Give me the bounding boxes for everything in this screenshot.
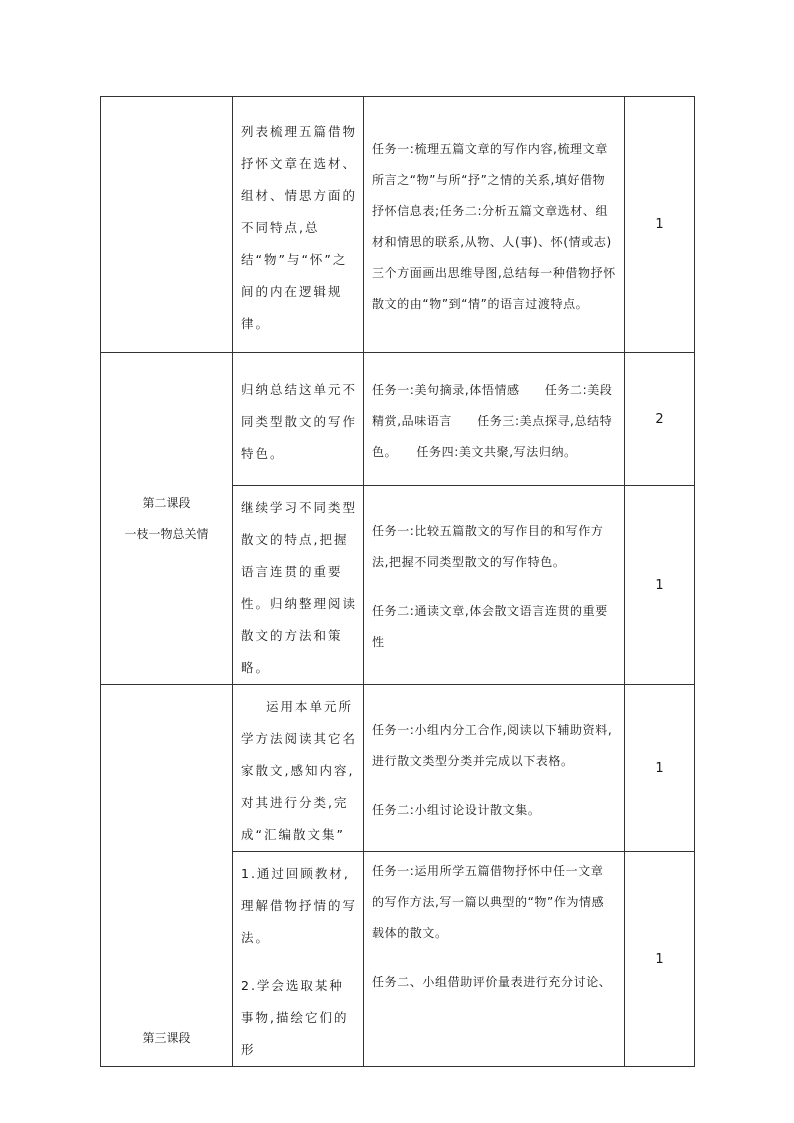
table-row: [101, 97, 695, 353]
task-cell: [364, 685, 625, 852]
table-row: [101, 353, 695, 486]
objective-cell: 继续学习不同类型散文的特点,把握语言连贯的重要性。归纳整理阅读散文的方法和策略。: [233, 486, 364, 685]
task-cell: [364, 97, 625, 353]
task-text: 任务一:运用所学五篇借物抒怀中任一文章的写作方法,写一篇以典型的“物”作为情感载体的散文。: [372, 864, 605, 940]
objective-cell: 归纳总结这单元不同类型散文的写作特色。: [233, 353, 364, 486]
stage-cell: [101, 685, 233, 1067]
task-text: 任务二:通读文章,体会散文语言连贯的重要性: [372, 604, 608, 649]
objective-item: 2.学会选取某种事物,描绘它们的形: [241, 978, 349, 1057]
stage-title: 第三课段: [142, 1031, 191, 1045]
objective-cell: 列表梳理五篇借物抒怀文章在选材、组材、情思方面的不同特点,总结“物”与“怀”之间的内在逻辑规律。: [233, 97, 364, 353]
hours-cell: 1: [625, 852, 695, 1067]
task-text: 任务一:梳理五篇文章的写作内容,梳理文章所言之“物”与所“抒”之情的关系,填好借物抒怀信息表;任务二:分析五篇文章选材、组材和情思的联系,从物、人(事)、怀(情或志)三个方面画出思维导图,总结每一种借物抒怀散文的由“物”到“情”的语言过渡特点。: [372, 141, 616, 311]
hours-cell: 2: [625, 353, 695, 486]
task-cell: [364, 353, 625, 486]
table-row: [101, 685, 695, 852]
objective-cell: [233, 852, 364, 1067]
stage-cell: [101, 97, 233, 353]
hours-cell: 1: [625, 486, 695, 685]
task-text: 任务一:比较五篇散文的写作目的和写作方法,把握不同类型散文的写作特色。: [372, 524, 604, 569]
task-cell: [364, 486, 625, 685]
objective-item: 1.通过回顾教材,理解借物抒情的写法。: [241, 866, 358, 945]
stage-title: 第二课段: [142, 495, 191, 510]
task-text: 任务二、小组借助评价量表进行充分讨论、: [372, 975, 612, 989]
hours-cell: 1: [625, 97, 695, 353]
lesson-plan-table: [100, 96, 695, 1067]
task-text: 任务一:小组内分工合作,阅读以下辅助资料,进行散文类型分类并完成以下表格。: [372, 722, 613, 768]
stage-cell: [101, 353, 233, 685]
stage-subtitle: 一枝一物总关情: [124, 526, 209, 541]
task-cell: [364, 852, 625, 1067]
hours-cell: 1: [625, 685, 695, 852]
task-text: 任务一:美句摘录,体悟情感 任务二:美段精赏,品味语言 任务三:美点探寻,总结特色。 任务四:美文共聚,写法归纳。: [372, 382, 613, 459]
task-text: 任务二:小组讨论设计散文集。: [372, 802, 541, 817]
objective-cell: 运用本单元所学方法阅读其它名家散文,感知内容,对其进行分类,完成“汇编散文集”: [233, 685, 364, 852]
